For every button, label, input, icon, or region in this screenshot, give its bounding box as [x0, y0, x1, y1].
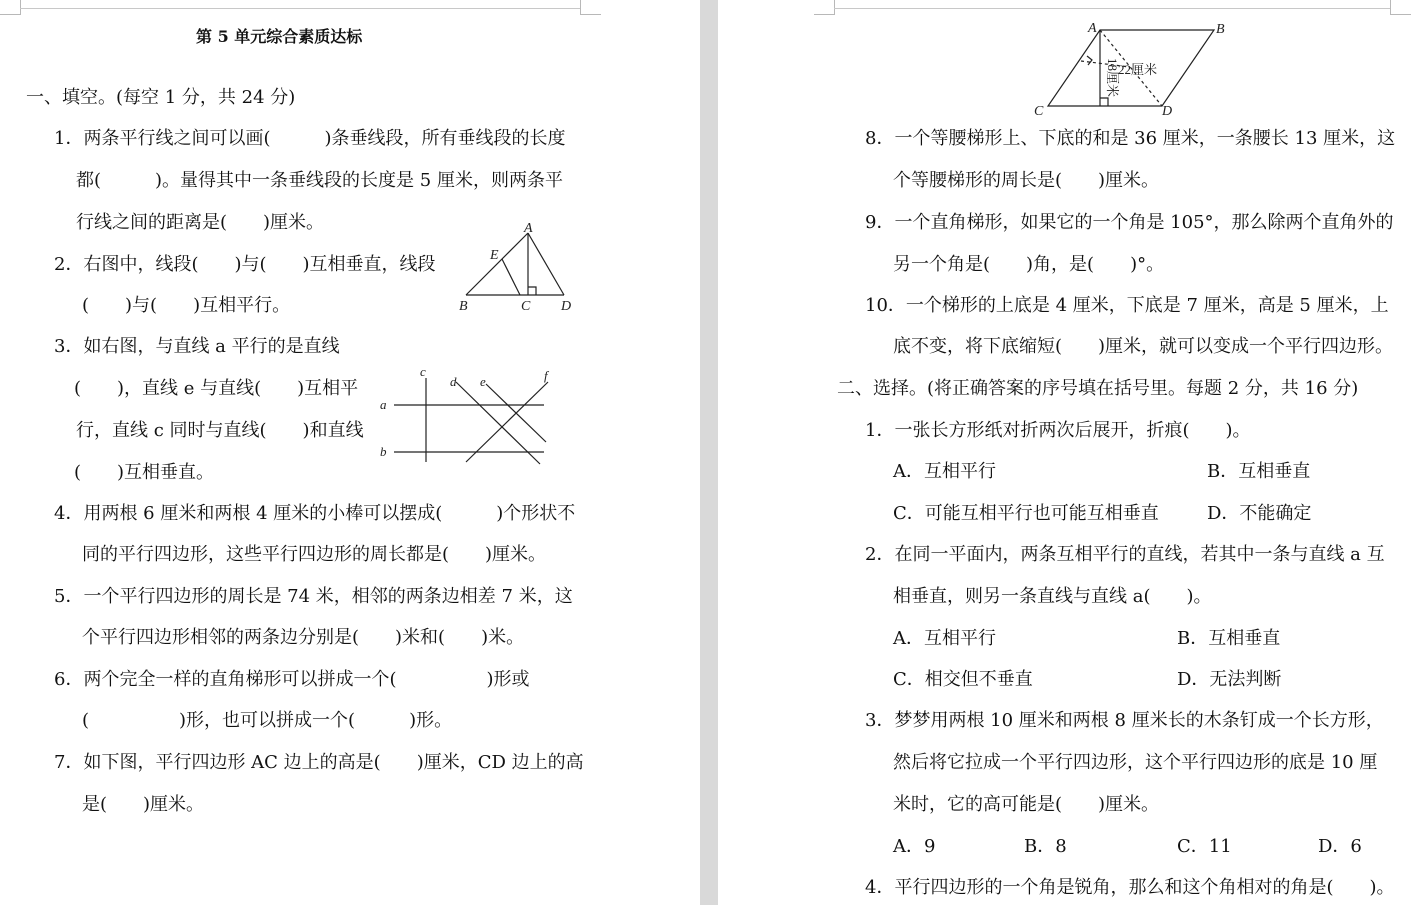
page-corner-mark: [580, 0, 601, 15]
lines-figure: [372, 362, 572, 470]
question-line: 米时，它的高可能是( )厘米。: [893, 794, 1160, 815]
option-a: A．互相平行: [893, 461, 996, 482]
question-line: 底不变，将下底缩短( )厘米，就可以变成一个平行四边形。: [893, 336, 1394, 357]
question-line: 2．右图中，线段( )与( )互相垂直，线段: [54, 254, 436, 275]
section-heading-choice: 二、选择。(将正确答案的序号填在括号里。每题 2 分，共 16 分): [837, 378, 1359, 399]
vertex-label-b: B: [459, 299, 468, 314]
option-c: C．相交但不垂直: [893, 669, 1033, 690]
option-d: D．无法判断: [1177, 669, 1282, 690]
document-page-left: [0, 0, 700, 905]
page-top-rule: [834, 8, 1390, 9]
option-c: C．11: [1177, 836, 1232, 857]
option-b: B．互相垂直: [1207, 461, 1311, 482]
vertex-label-a: A: [524, 221, 533, 236]
line-label-e: e: [480, 374, 486, 389]
vertex-label-c: C: [521, 299, 531, 314]
question-line: 行线之间的距离是( )厘米。: [76, 212, 325, 233]
question-line: 5．一个平行四边形的周长是 74 米，相邻的两条边相差 7 米，这: [54, 586, 573, 607]
vertex-label-a: A: [1088, 21, 1097, 36]
option-b: B．8: [1024, 836, 1067, 857]
triangle-figure: [450, 215, 590, 315]
question-line: 1．两条平行线之间可以画( )条垂线段，所有垂线段的长度: [54, 128, 566, 149]
document-title: 第 5 单元综合素质达标: [196, 27, 363, 46]
question-line: 相垂直，则另一条直线与直线 a( )。: [893, 586, 1212, 607]
question-line: ( )形，也可以拼成一个( )形。: [82, 710, 453, 731]
page-top-rule: [20, 8, 580, 9]
line-label-b: b: [380, 444, 387, 459]
option-b: B．互相垂直: [1177, 628, 1281, 649]
question-line: 9．一个直角梯形，如果它的一个角是 105°，那么除两个直角外的: [865, 212, 1394, 233]
vertex-label-e: E: [490, 248, 499, 263]
question-line: 1．一张长方形纸对折两次后展开，折痕( )。: [865, 420, 1251, 441]
question-line: 同的平行四边形，这些平行四边形的周长都是( )厘米。: [82, 544, 547, 565]
question-line: 都( )。量得其中一条垂线段的长度是 5 厘米，则两条平: [76, 170, 563, 191]
question-line: 个等腰梯形的周长是( )厘米。: [893, 170, 1160, 191]
question-line: 个平行四边形相邻的两条边分别是( )米和( )米。: [82, 627, 525, 648]
option-d: D．不能确定: [1207, 503, 1312, 524]
question-line: 7．如下图，平行四边形 AC 边上的高是( )厘米，CD 边上的高: [54, 752, 584, 773]
question-line: 2．在同一平面内，两条互相平行的直线，若其中一条与直线 a 互: [865, 544, 1385, 565]
page-corner-mark: [1390, 0, 1411, 15]
option-a: A．9: [893, 836, 936, 857]
height-label: 18厘米: [1105, 58, 1120, 98]
page-gutter: [700, 0, 718, 905]
parallelogram-figure: [1028, 16, 1248, 120]
question-line: 是( )厘米。: [82, 794, 205, 815]
question-line: 8．一个等腰梯形上、下底的和是 36 厘米，一条腰长 13 厘米，这: [865, 128, 1396, 149]
page-corner-mark: [814, 0, 835, 15]
question-line: 6．两个完全一样的直角梯形可以拼成一个( )形或: [54, 669, 530, 690]
line-label-a: a: [380, 397, 387, 412]
question-line: ( )与( )互相平行。: [82, 295, 291, 316]
vertex-label-c: C: [1034, 104, 1044, 119]
document-page-right: [718, 0, 1411, 905]
question-line: ( )，直线 e 与直线( )互相平: [74, 378, 359, 399]
vertex-label-b: B: [1216, 22, 1225, 37]
question-line: 4．平行四边形的一个角是锐角，那么和这个角相对的角是( )。: [865, 877, 1395, 898]
question-line: 行，直线 c 同时与直线( )和直线: [76, 420, 364, 441]
line-label-f: f: [544, 368, 548, 383]
question-line: 10．一个梯形的上底是 4 厘米，下底是 7 厘米，高是 5 厘米，上: [865, 295, 1389, 316]
vertex-label-d: D: [561, 299, 572, 314]
question-line: 另一个角是( )角，是( )°。: [893, 254, 1165, 275]
line-label-d: d: [450, 374, 457, 389]
line-label-c: c: [420, 364, 426, 379]
option-d: D．6: [1318, 836, 1362, 857]
option-c: C．可能互相平行也可能互相垂直: [893, 503, 1159, 524]
option-a: A．互相平行: [893, 628, 996, 649]
question-line: 4．用两根 6 厘米和两根 4 厘米的小棒可以摆成( )个形状不: [54, 503, 576, 524]
question-line: 3．如右图，与直线 a 平行的是直线: [54, 336, 340, 357]
question-line: ( )互相垂直。: [74, 462, 215, 483]
side-label: 22厘米: [1118, 62, 1158, 77]
page-corner-mark: [0, 0, 21, 15]
question-line: 3．梦梦用两根 10 厘米和两根 8 厘米长的木条钉成一个长方形，: [865, 710, 1384, 731]
section-heading-fill-blank: 一、填空。(每空 1 分，共 24 分): [26, 87, 296, 108]
vertex-label-d: D: [1162, 104, 1173, 119]
question-line: 然后将它拉成一个平行四边形，这个平行四边形的底是 10 厘: [893, 752, 1378, 773]
